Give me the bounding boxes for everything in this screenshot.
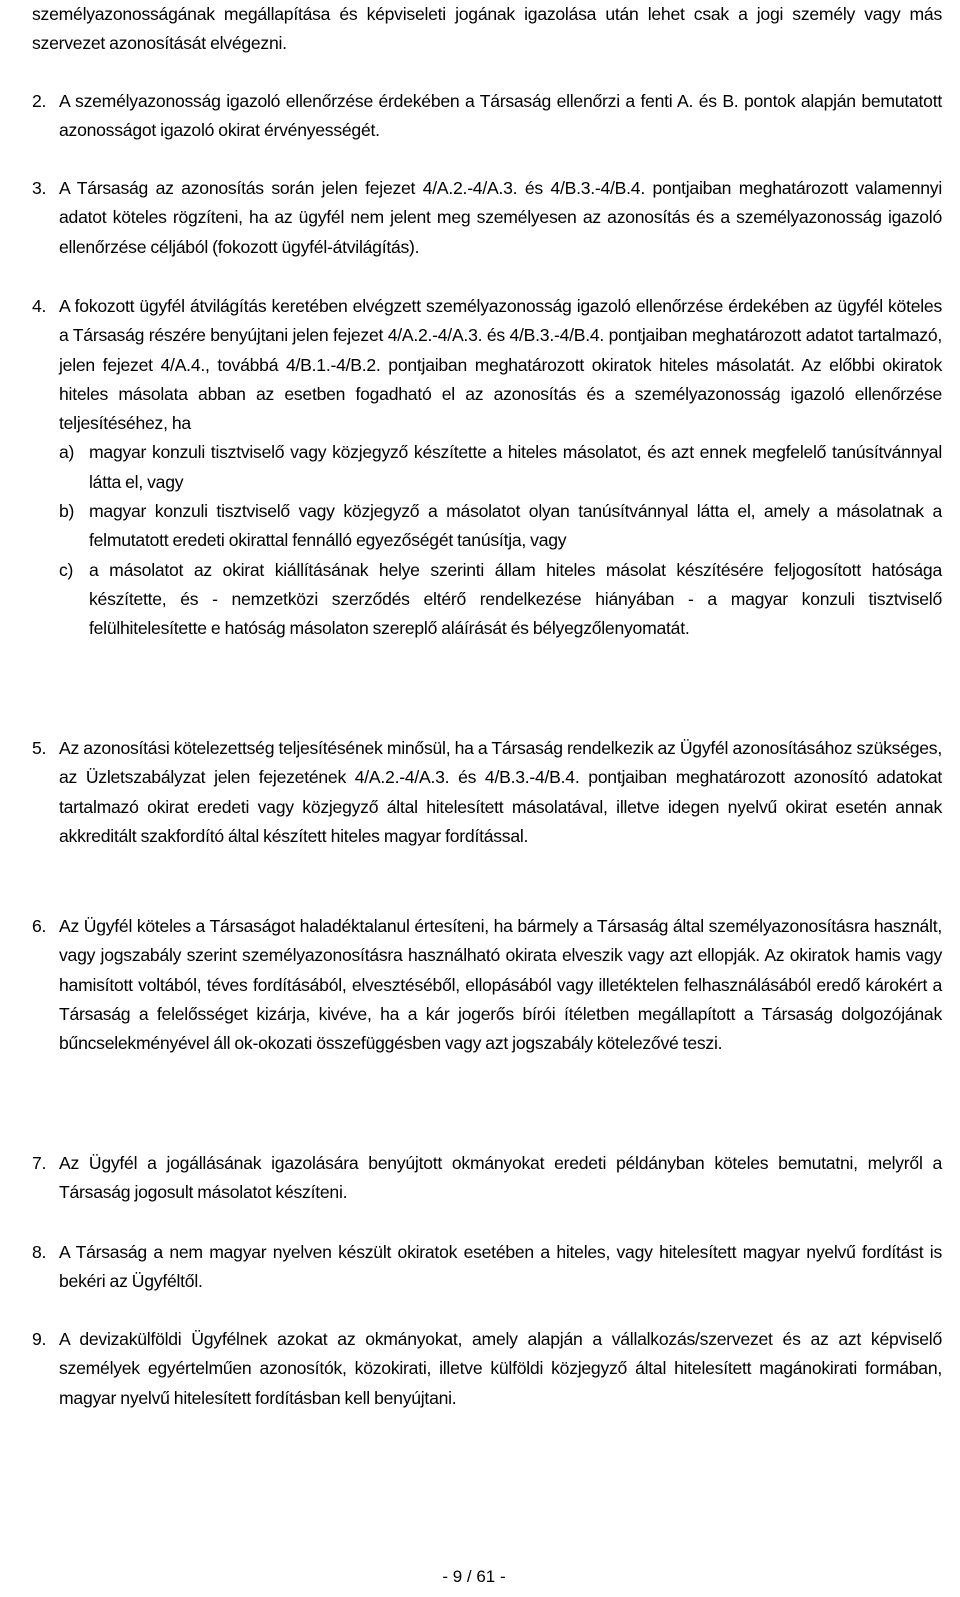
item-text: A devizakülföldi Ügyfélnek azokat az okmányokat, amely alapján a vállalkozás/szervezet és az azt képviselő személyek egyértelműen azonosítók, közokirati, illetve külföldi közjegyző által hitelesített magánokirati formában, magyar nyelvű hitelesített fordításban kell benyújtani. [59,1329,942,1408]
item-number: 8. [32,1242,47,1262]
item-text: A Társaság a nem magyar nyelven készült okiratok esetében a hiteles, vagy hitelesített magyar nyelvű fordítást is bekéri az Ügyféltől. [59,1242,942,1292]
page-number: - 9 / 61 - [442,1567,506,1586]
item-text: Az Ügyfél a jogállásának igazolására benyújtott okmányokat eredeti példányban köteles bemutatni, melyről a Társaság jogosult másolatot készíteni. [59,1153,942,1203]
item-text: A Társaság az azonosítás során jelen fejezet 4/A.2.-4/A.3. és 4/B.3.-4/B.4. pontjaiban meghatározott valamennyi adatot köteles rögzíteni, ha az ügyfél nem jelent meg személyesen az azonosítás és a személyazonosság igazoló ellenőrzése céljából (fokozott ügyfél-átvilágítás). [59,178,942,257]
sub-item-text: magyar konzuli tisztviselő vagy közjegyző készítette a hiteles másolatot, és azt ennek megfelelő tanúsítvánnyal látta el, vagy [89,442,942,492]
item-number: 4. [32,296,47,316]
sub-item-mark: a) [59,442,75,463]
item-number: 7. [32,1153,47,1173]
page-footer [0,1566,960,1588]
sub-item-b [59,497,942,556]
sub-item-c [59,556,942,644]
sub-item-text: a másolatot az okirat kiállításának helye szerinti állam hiteles másolat készítésére feljogosított hatósága készítette, és - nemzetközi szerződés eltérő rendelkezése hiányában - a magyar konzuli tisztviselő felülhitelesítette e hatóság másolaton szereplő aláírását és bélyegzőlenyomatát. [89,559,942,639]
item-number: 5. [32,738,47,758]
sub-item-mark: c) [59,559,74,580]
list-item-3 [32,174,942,262]
list-item-4 [32,292,942,644]
item-number: 2. [32,91,47,111]
item-number: 3. [32,178,47,198]
sub-item-a [59,438,942,497]
list-item-6 [32,912,942,1058]
intro-paragraph: személyazonosságának megállapítása és képviseleti jogának igazolása után lehet csak a jogi személy vagy más szervezet azonosítását elvégezni. [32,4,942,54]
sub-item-mark: b) [59,501,75,522]
item-text: A személyazonosság igazoló ellenőrzése érdekében a Társaság ellenőrzi a fenti A. és B. pontok alapján bemutatott azonosságot igazoló okirat érvényességét. [59,91,942,141]
item-text: Az azonosítási kötelezettség teljesítésének minősül, ha a Társaság rendelkezik az Ügyfél azonosításához szükséges, az Üzletszabályzat jelen fejezetének 4/A.2.-4/A.3. és 4/B.3.-4/B.4. pontjaiban meghatározott azonosító adatokat tartalmazó okirat eredeti vagy közjegyző által hitelesített másolatával, illetve idegen nyelvű okirat esetén annak akkreditált szakfordító által készített hiteles magyar fordítással. [59,738,942,846]
list-item-8 [32,1238,942,1297]
list-item-5 [32,734,942,851]
list-item-9 [32,1325,942,1413]
list-item-7 [32,1149,942,1208]
sub-item-text: magyar konzuli tisztviselő vagy közjegyző a másolatot olyan tanúsítvánnyal látta el, amely a másolatnak a felmutatott eredeti okirattal fennálló egyezőségét tanúsítja, vagy [89,501,942,551]
item-number: 6. [32,916,47,936]
item-number: 9. [32,1329,47,1349]
item-text: Az Ügyfél köteles a Társaságot haladéktalanul értesíteni, ha bármely a Társaság által személyazonosításra használt, vagy jogszabály szerint személyazonosításra használható okirata elveszik vagy azt ellopják. Az okiratok hamis vagy hamisított voltából, téves fordításából, elvesztéséből, ellopásából vagy illetéktelen felhasználásából eredő károkért a Társaság a felelősséget kizárja, kivéve, ha a kár jogerős bírói ítéletben megállapított a Társaság dolgozójának bűncselekményével áll ok-okozati összefüggésben vagy azt jogszabály kötelezővé teszi. [59,916,942,1054]
list-item-2 [32,87,942,146]
item-text: A fokozott ügyfél átvilágítás keretében elvégzett személyazonosság igazoló ellenőrzése érdekében az ügyfél köteles a Társaság részére benyújtani jelen fejezet 4/A.2.-4/A.3. és 4/B.3.-4/B.4. pontjaiban meghatározott adatot tartalmazó, jelen fejezet 4/A.4., továbbá 4/B.1.-4/B.2. pontjaiban meghatározott okiratok hiteles másolatát. Az előbbi okiratok hiteles másolata abban az esetben fogadható el az azonosítás és a személyazonosság igazoló ellenőrzése teljesítéséhez, ha [59,296,942,434]
